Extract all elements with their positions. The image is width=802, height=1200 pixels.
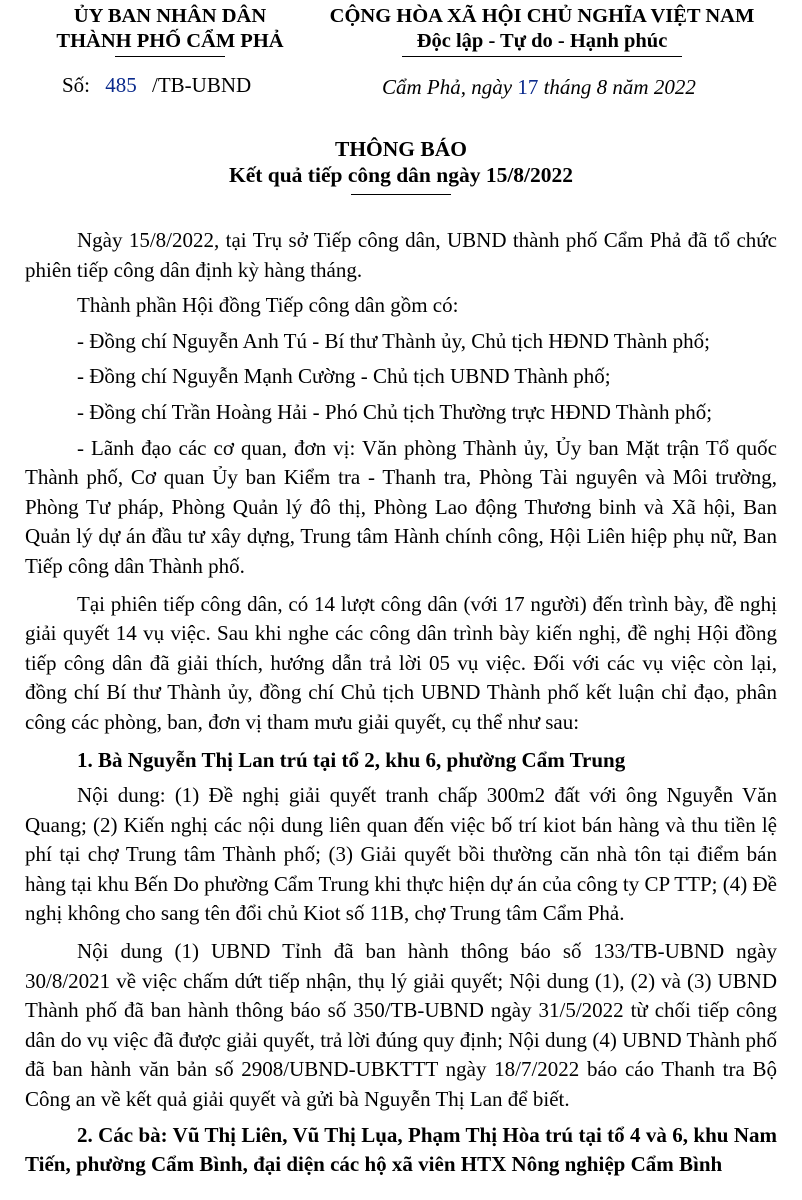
case-heading: 2. Các bà: Vũ Thị Liên, Vũ Thị Lụa, Phạm Thị Hòa trú tại tổ 4 và 6, khu Nam Tiến, phường Cẩm Bình, đại diện các hộ xã viên HTX Nông nghiệp Cẩm Bình	[25, 1122, 777, 1177]
motto-underline	[402, 56, 682, 57]
number-value: 485	[105, 73, 137, 97]
authority-underline	[115, 56, 225, 57]
member-item: - Đồng chí Nguyễn Mạnh Cường - Chủ tịch UBND Thành phố;	[77, 364, 611, 389]
document-title: THÔNG BÁO	[334, 137, 467, 161]
country-name: CỘNG HÒA XÃ HỘI CHỦ NGHĨA VIỆT NAM	[329, 5, 755, 27]
title-block	[0, 136, 802, 195]
case-content: Nội dung: (1) Đề nghị giải quyết tranh chấp 300m2 đất với ông Nguyễn Văn Quang; (2) Kiến nghị các nội dung liên quan đến việc bố trí kiot bán hàng và thu tiền lệ phí tại chợ Trung tâm Thành phố; (3) Giải quyết bồi thường căn nhà tôn tại điểm bán hàng tại khu Bến Do phường Cẩm Trung khi thực hiện dự án của công ty CP TTP; (4) Đề nghị không cho sang tên đổi chủ Kiot số 11B, chợ Trung tâm Cẩm Phả.	[25, 783, 777, 926]
dateline-day: 17	[517, 75, 539, 99]
dateline	[382, 74, 696, 100]
title-underline	[351, 194, 451, 195]
member-item: - Lãnh đạo các cơ quan, đơn vị: Văn phòng Thành ủy, Ủy ban Mặt trận Tổ quốc Thành phố, Cơ quan Ủy ban Kiểm tra - Thanh tra, Phòng Tài nguyên và Môi trường, Phòng Tư pháp, Phòng Quản lý đô thị, Phòng Lao động Thương binh và Xã hội, Ban Quản lý dự án đầu tư xây dựng, Trung tâm Hành chính công, Hội Liên hiệp phụ nữ, Ban Tiếp công dân Thành phố.	[25, 435, 777, 578]
motto: Độc lập - Tự do - Hạnh phúc	[416, 30, 668, 52]
case-resolution: Nội dung (1) UBND Tỉnh đã ban hành thông báo số 133/TB-UBND ngày 30/8/2021 về việc chấm dứt tiếp nhận, thụ lý giải quyết; Nội dung (1), (2) và (3) UBND Thành phố đã ban hành thông báo số 350/TB-UBND ngày 31/5/2022 từ chối tiếp công dân do vụ việc đã được giải quyết, trả lời đúng quy định; Nội dung (4) UBND Thành phố đã ban hành văn bản số 2908/UBND-UBKTTT ngày 18/7/2022 báo cáo Thanh tra Bộ Công an về kết quả giải quyết và gửi bà Nguyễn Thị Lan để biết.	[25, 939, 777, 1112]
paragraph-composition: Thành phần Hội đồng Tiếp công dân gồm có:	[77, 293, 459, 318]
dateline-place: Cẩm Phả, ngày	[382, 75, 513, 99]
document-subtitle: Kết quả tiếp công dân ngày 15/8/2022	[228, 163, 574, 187]
dateline-month-year: tháng 8 năm 2022	[543, 75, 696, 99]
authority-line-1: ỦY BAN NHÂN DÂN	[73, 5, 267, 27]
member-item: - Đồng chí Nguyễn Anh Tú - Bí thư Thành ủy, Chủ tịch HĐND Thành phố;	[77, 328, 710, 353]
member-item: - Đồng chí Trần Hoàng Hải - Phó Chủ tịch Thường trực HĐND Thành phố;	[77, 399, 713, 424]
number-prefix: Số:	[62, 73, 91, 97]
authority-line-2: THÀNH PHỐ CẨM PHẢ	[56, 30, 284, 52]
document-number	[62, 72, 251, 98]
national-motto	[318, 4, 766, 57]
document-body	[25, 226, 777, 1186]
issuing-authority	[40, 4, 300, 57]
number-suffix: /TB-UBND	[152, 73, 252, 97]
case-heading: 1. Bà Nguyễn Thị Lan trú tại tổ 2, khu 6, phường Cẩm Trung	[77, 747, 626, 772]
paragraph-session-summary: Tại phiên tiếp công dân, có 14 lượt công dân (với 17 người) đến trình bày, đề nghị giải quyết 14 vụ việc. Sau khi nghe các công dân trình bày kiến nghị, đề nghị Hội đồng tiếp công dân đã giải thích, hướng dẫn trả lời 05 vụ việc. Đối với các vụ việc còn lại, đồng chí Bí thư Thành ủy, đồng chí Chủ tịch UBND Thành phố kết luận chỉ đạo, phân công các phòng, ban, đơn vị tham mưu giải quyết, cụ thể như sau:	[25, 591, 777, 734]
paragraph-intro: Ngày 15/8/2022, tại Trụ sở Tiếp công dân, UBND thành phố Cẩm Phả đã tổ chức phiên tiếp công dân định kỳ hàng tháng.	[25, 228, 777, 282]
